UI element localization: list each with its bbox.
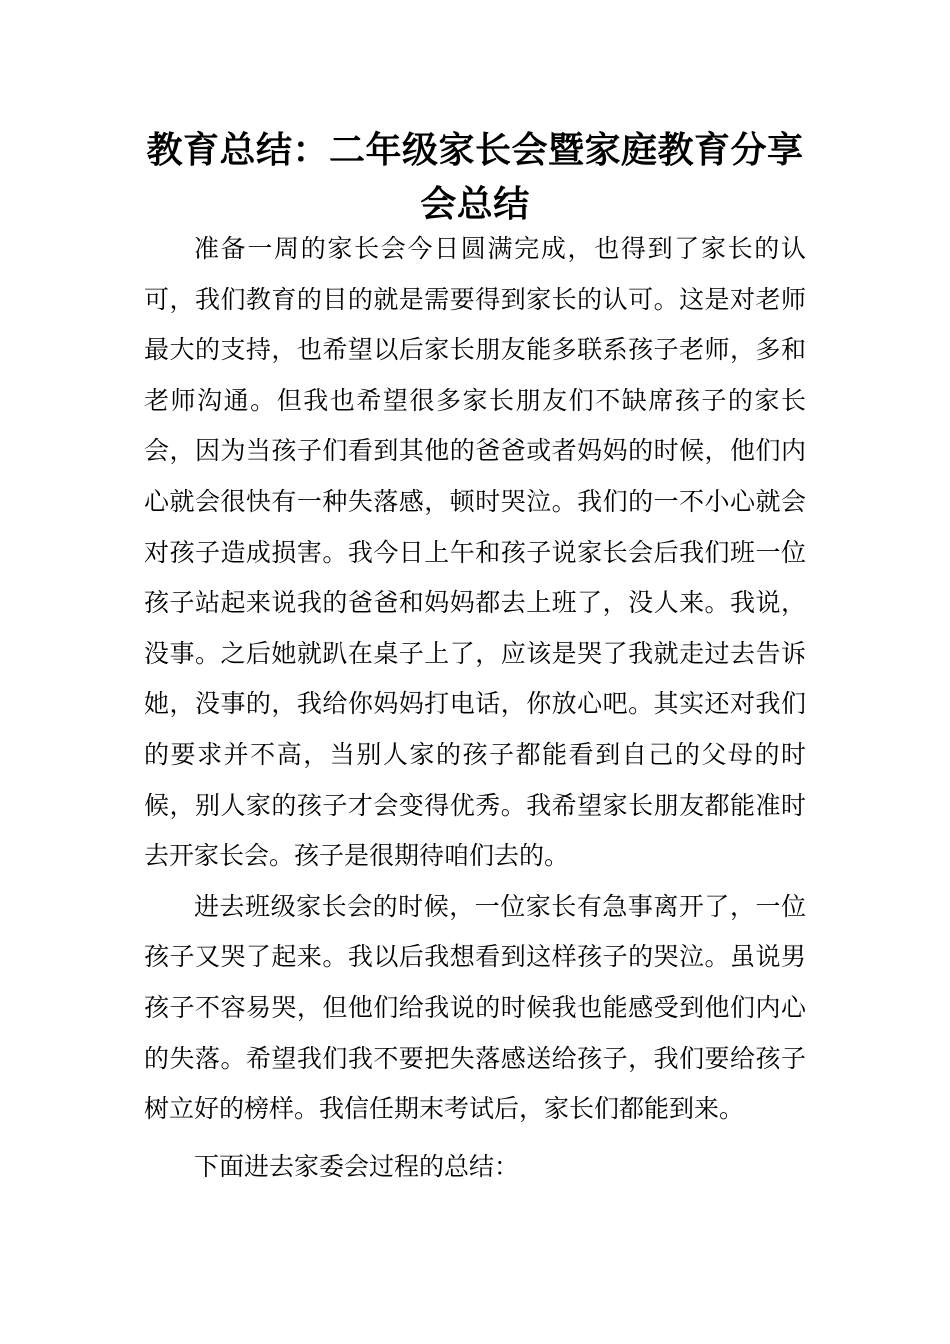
paragraph-1: 准备一周的家长会今日圆满完成，也得到了家长的认可，我们教育的目的就是需要得到家长的认可。这是对老师最大的支持，也希望以后家长朋友能多联系孩子老师，多和老师沟通。但我也希望很多家长朋友们不缺席孩子的家长会，因为当孩子们看到其他的爸爸或者妈妈的时候，他们内心就会很快有一种失落感，顿时哭泣。我们的一不小心就会对孩子造成损害。我今日上午和孩子说家长会后我们班一位孩子站起来说我的爸爸和妈妈都去上班了，没人来。我说，没事。之后她就趴在桌子上了，应该是哭了我就走过去告诉她，没事的，我给你妈妈打电话，你放心吧。其实还对我们的要求并不高，当别人家的孩子都能看到自己的父母的时候，别人家的孩子才会变得优秀。我希望家长朋友都能准时去开家长会。孩子是很期待咱们去的。 — [144, 234, 806, 871]
paragraph-2: 进去班级家长会的时候，一位家长有急事离开了，一位孩子又哭了起来。我以后我想看到这样孩子的哭泣。虽说男孩子不容易哭，但他们给我说的时候我也能感受到他们内心的失落。希望我们我不要把失落感送给孩子，我们要给孩子树立好的榜样。我信任期末考试后，家长们都能到来。 — [144, 891, 806, 1124]
paragraph-3: 下面进去家委会过程的总结： — [194, 1151, 520, 1181]
document-title: 教育总结：二年级家长会暨家庭教育分享会总结 — [146, 130, 804, 225]
document-body — [144, 224, 806, 1192]
